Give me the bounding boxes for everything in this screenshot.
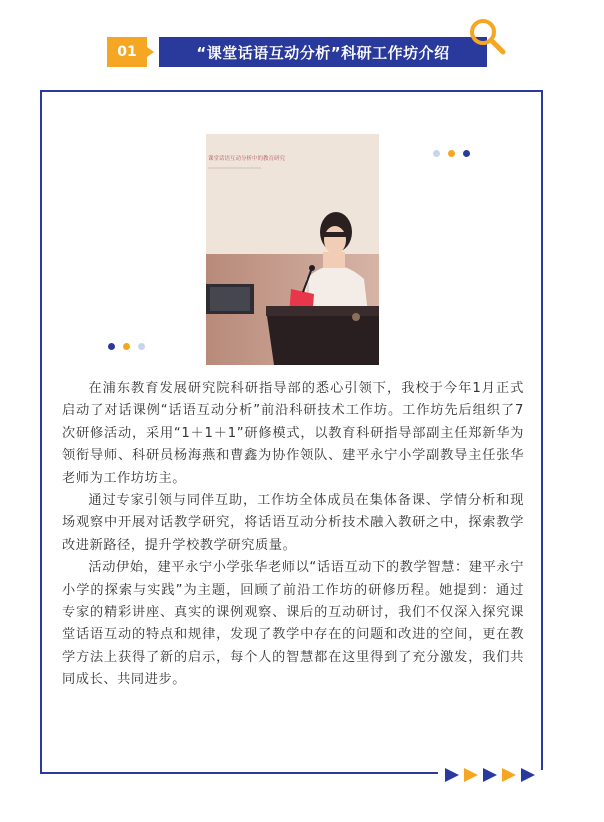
section-title: “课堂话语互动分析”科研工作坊介绍 <box>159 37 487 67</box>
presentation-photo <box>206 134 379 365</box>
dot-icon <box>448 150 455 157</box>
section-number-badge: 01 <box>107 37 147 67</box>
dot-icon <box>138 343 145 350</box>
article-paragraph: 通过专家引领与同伴互助，工作坊全体成员在集体备课、学情分析和现场观察中开展对话教学研究，将话语互动分析技术融入教研之中，探索教学改进新路径，提升学校教学研究质量。 <box>62 493 524 553</box>
arrow-decoration-icon <box>445 767 545 783</box>
dot-icon <box>433 150 440 157</box>
article-paragraph: 在浦东教育发展研究院科研指导部的悉心引领下，我校于今年1月正式启动了对话课例“话语互动分析”前沿科研技术工作坊。工作坊先后组织了7次研修活动，采用“1＋1＋1”研修模式，以教育科研指导部副主任郑新华为领衔导师、科研员杨海燕和曹鑫为协作领队、建平永宁小学副教导主任张华老师为工作坊坊主。 <box>62 381 524 486</box>
screen-text: 课堂话语互动分析中的教育研究 <box>208 156 286 162</box>
article-paragraph: 活动伊始，建平永宁小学张华老师以“话语互动下的教学智慧：建平永宁小学的探索与实践”为主题，回顾了前沿工作坊的研修历程。她提到：通过专家的精彩讲座、真实的课例观察、课后的互动研讨，我们不仅深入探究课堂话语互动的特点和规律，发现了教学中存在的问题和改进的空间，更在教学方法上获得了新的启示，每个人的智慧都在这里得到了充分激发，我们共同成长、共同进步。 <box>62 560 524 688</box>
dot-icon <box>123 343 130 350</box>
dots-decoration-bottom <box>108 343 145 350</box>
search-icon <box>466 14 510 58</box>
section-header <box>0 0 604 90</box>
dots-decoration-top <box>433 150 470 157</box>
dot-icon <box>463 150 470 157</box>
article-body <box>62 378 524 692</box>
dot-icon <box>108 343 115 350</box>
